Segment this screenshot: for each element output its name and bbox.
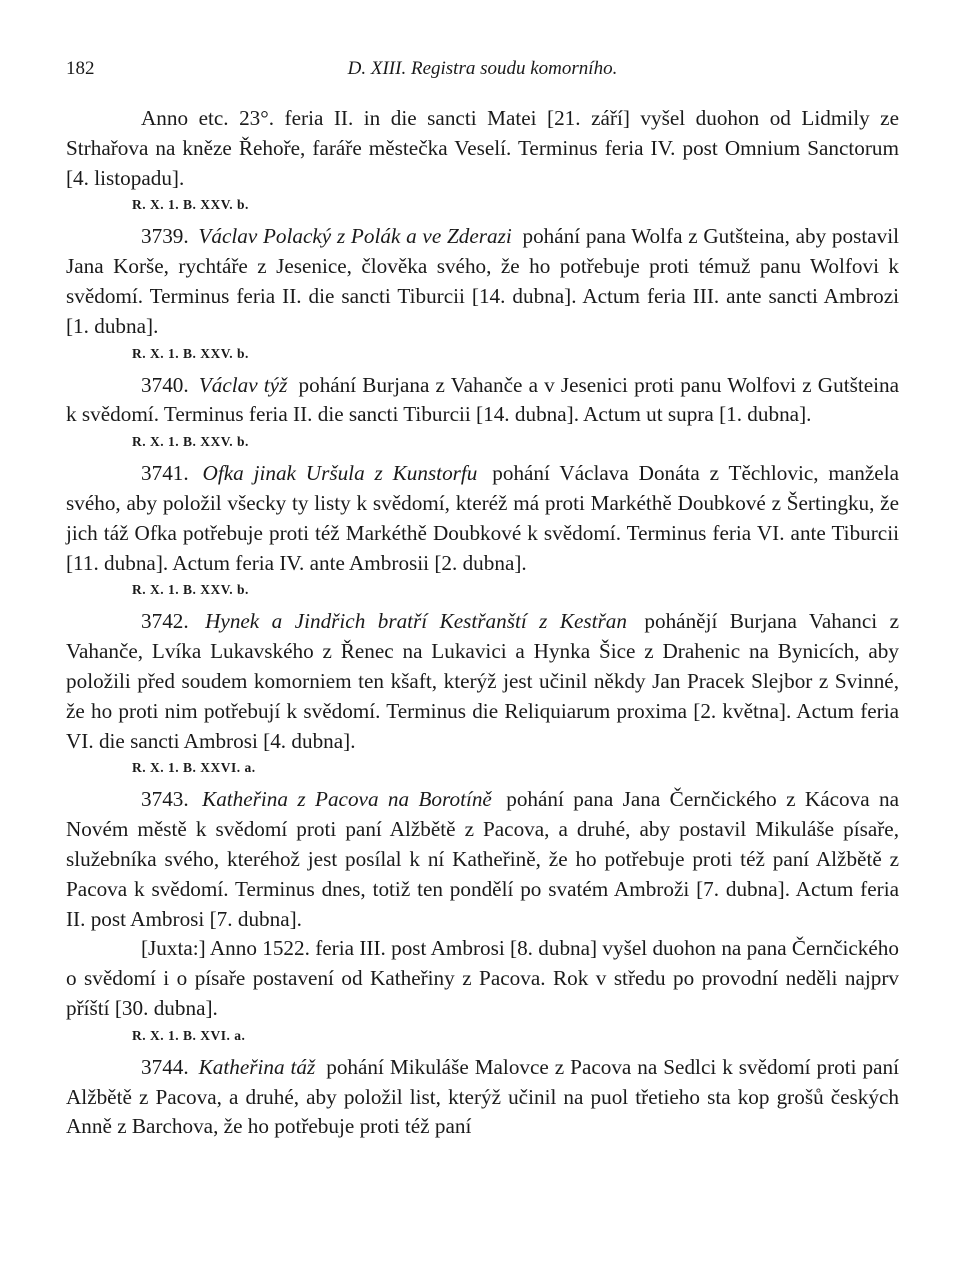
entry-parties: Václav týž: [198, 372, 288, 397]
entry-continuation: [Juxta:] Anno 1522. feria III. post Ambrosi [8. dubna] vyšel duohon na pana Černčického o svědomí i o písaře postavení od Katheřiny z Pacova. Rok v středu po provodní neděli najprv příští [30. dubna].: [66, 936, 899, 1020]
entry-text: pohání Václava Donáta z Těchlovic, manžela svého, aby položil všecky ty listy k svědomí, kteréž má proti Markéthě Doubkové z Šertingku, že jich táž Ofka potřebuje proti též Markéthě Doubkové k svědomí. Terminus feria VI. ante Tiburcii [11. dubna]. Actum feria IV. ante Ambrosii [2. dubna].: [66, 461, 899, 575]
entry-paragraph: [66, 371, 899, 431]
entry-text: pohání pana Wolfa z Gutšteina, aby postavil Jana Korše, rychtáře z Jesenice, člověka svého, že ho potřebuje proti témuž panu Wolfovi k svědomí. Terminus feria II. die sancti Tiburcii [14. dubna]. Actum feria III. ante sancti Ambrozi [1. dubna].: [66, 224, 900, 338]
entry-3741: [66, 459, 899, 601]
entry-text: pohání pana Jana Černčického z Kácova na Novém městě k svědomí proti paní Alžbětě z Pacova, a druhé, aby postavil Mikuláše písaře, služebníka svého, kteréhož jest posílal k ní Katheřině, že ho potřebuje proti též paní Alžbětě z Pacova k svědomí. Terminus dnes, totiž ten pondělí po svatém Ambroži [7. dubna]. Actum feria II. post Ambrosi [7. dubna].: [66, 787, 899, 931]
entry-paragraph: [66, 785, 899, 934]
entry-text: pohání Burjana z Vahanče a v Jesenici proti panu Wolfovi z Gutšteina k svědomí. Terminus feria II. die sancti Tiburcii [14. dubna]. Actum ut supra [1. dubna].: [66, 372, 900, 427]
entry-parties: Hynek a Jindřich bratří Kestřanští z Kestřan: [205, 609, 627, 634]
page-body: [66, 104, 899, 1142]
entry-parties: Václav Polacký z Polák a ve Zderazi: [198, 224, 512, 249]
entry-text: pohání Mikuláše Malovce z Pacova na Sedlci k svědomí proti paní Alžbětě z Pacova, a druhé, aby položil list, kterýž učinil na puol třetieho sta kop grošů českých Anně z Barchova, že ho potřebuje proti též paní: [66, 1054, 899, 1139]
entry-number: 3741.: [141, 461, 189, 486]
entry-paragraph: [66, 459, 899, 578]
entry-number: 3743.: [141, 787, 189, 812]
entry-text: pohánějí Burjana Vahanci z Vahanče, Lvíka Lukavského z Řenec na Lukavici a Hynka Šice z Drahenic na Bynicích, aby položili před soudem komorniem ten kšaft, kterýž jest učinil někdy Jan Pracek Slejbor z Svinné, že ho proti nim potřebují k svědomí. Terminus die Reliquiarum proxima [2. května]. Actum feria VI. die sancti Ambrosi [4. dubna].: [66, 609, 899, 753]
entry-3744: [66, 1053, 899, 1142]
entry-parties: Katheřina táž: [198, 1054, 316, 1079]
page-header: [66, 58, 899, 90]
entry-number: 3739.: [141, 224, 189, 249]
entry-paragraph: [66, 222, 899, 341]
entry-signature: R. X. 1. B. XXV. b.: [132, 197, 249, 213]
entry-number: 3742.: [141, 609, 189, 634]
entry-paragraph: [66, 607, 899, 756]
entry-3743: [66, 785, 899, 1046]
entry-parties: Katheřina z Pacova na Borotíně: [202, 787, 492, 812]
entry-signature: R. X. 1. B. XXV. b.: [132, 434, 249, 450]
entry-3740: [66, 371, 899, 454]
entry-signature: R. X. 1. B. XXV. b.: [132, 345, 249, 361]
entry-signature: R. X. 1. B. XXVI. a.: [132, 760, 256, 776]
entry-number: 3744.: [141, 1054, 189, 1079]
entry-parties: Ofka jinak Uršula z Kunstorfu: [202, 461, 478, 486]
entry-3739: [66, 222, 899, 364]
page-number: 182: [66, 58, 95, 79]
running-title: D. XIII. Registra soudu komorního.: [347, 58, 618, 79]
entry-signature: R. X. 1. B. XXV. b.: [132, 582, 249, 598]
entry-intro: [66, 104, 899, 216]
entry-text: Anno etc. 23°. feria II. in die sancti Matei [21. září] vyšel duohon od Lidmily ze Strhařova na kněze Řehoře, faráře městečka Veselí. Terminus feria IV. post Omnium Sanctorum [4. listopadu].: [66, 106, 899, 190]
entry-number: 3740.: [141, 372, 189, 397]
entry-paragraph: [66, 1053, 899, 1142]
entry-signature: R. X. 1. B. XVI. a.: [132, 1027, 246, 1043]
entry-3742: [66, 607, 899, 779]
